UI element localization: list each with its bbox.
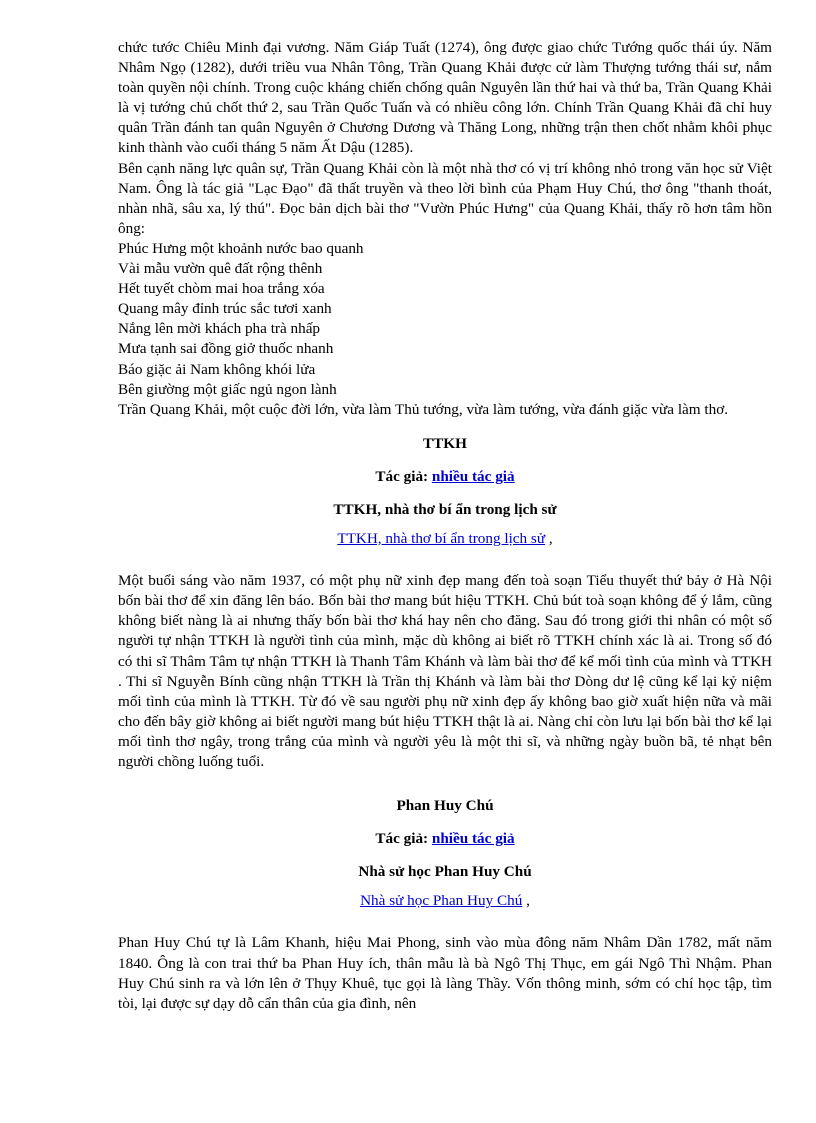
paragraph-phan-huy-chu-body: Phan Huy Chú tự là Lâm Khanh, hiệu Mai Phong, sinh vào mùa đông năm Nhâm Dần 1782, mất năm 1840. Ông là con trai thứ ba Phan Huy ích, thân mẫu là bà Ngô Thị Thục, em gái Ngô Thì Nhậm. Phan Huy Chú sinh ra và lớn lên ở Thụy Khuê, tục gọi là làng Thầy. Vốn thông minh, sớm có chí học tập, tìm tòi, lại được sự dạy dỗ cẩn thân của gia đình, nên bbox=[118, 934, 772, 1012]
paragraph-tran-quang-khai-poet: Bên cạnh năng lực quân sự, Trần Quang Khải còn là một nhà thơ có vị trí không nhỏ trong văn học sử Việt Nam. Ông là tác giả "Lạc Đạo" đã thất truyền và theo lời bình của Phạm Huy Chú, thơ ông "thanh thoát, nhàn nhã, sâu xa, lý thú". Đọc bản dịch bài thơ "Vườn Phúc Hưng" của Quang Khải, thấy rõ hơn tâm hồn ông: bbox=[118, 159, 772, 237]
author-label: Tác giả: bbox=[375, 467, 429, 485]
author-link[interactable]: nhiều tác giả bbox=[431, 830, 515, 848]
article-link-line-phan-huy-chu bbox=[118, 891, 772, 911]
poem-line: Hết tuyết chòm mai hoa trắng xóa bbox=[118, 280, 325, 298]
article-link[interactable]: Nhà sử học Phan Huy Chú bbox=[360, 892, 523, 910]
author-line-ttkh bbox=[118, 467, 772, 487]
poem-line: Vài mẫu vườn quê đất rộng thênh bbox=[118, 260, 323, 278]
poem-line: Bên giường một giấc ngủ ngon lành bbox=[118, 380, 337, 398]
article-link-line-ttkh bbox=[118, 529, 772, 549]
poem-line: Phúc Hưng một khoảnh nước bao quanh bbox=[118, 239, 364, 257]
poem-line: Quang mây đỉnh trúc sắc tươi xanh bbox=[118, 300, 332, 318]
section-heading-phan-huy-chu: Phan Huy Chú bbox=[396, 797, 494, 815]
link-suffix: , bbox=[522, 892, 530, 910]
author-label: Tác giả: bbox=[375, 830, 429, 848]
author-line-phan-huy-chu bbox=[118, 829, 772, 849]
document-page bbox=[118, 38, 772, 1014]
poem-vuon-phuc-hung bbox=[118, 239, 772, 400]
article-subtitle-phan-huy-chu: Nhà sử học Phan Huy Chú bbox=[358, 863, 532, 881]
paragraph-tran-quang-khai-career: chức tước Chiêu Minh đại vương. Năm Giáp Tuất (1274), ông được giao chức Tướng quốc thái úy. Năm Nhâm Ngọ (1282), dưới triều vua Nhân Tông, Trần Quang Khải được cử làm Thượng tướng thái sư, nắm toàn quyền nội chính. Trong cuộc kháng chiến chống quân Nguyên lần thứ hai và thứ ba, Trần Quang Khải là vị tướng chủ chốt thứ 2, sau Trần Quốc Tuấn và có nhiều công lớn. Chính Trần Quang Khải đã chỉ huy quân Trần đánh tan quân Nguyên ở Chương Dương và Thăng Long, những trận then chốt nhằm khôi phục kinh thành vào cuối tháng 5 năm Ất Dậu (1285). bbox=[118, 39, 772, 157]
article-link[interactable]: TTKH, nhà thơ bí ẩn trong lịch sử bbox=[337, 530, 546, 548]
poem-line: Nắng lên mời khách pha trà nhấp bbox=[118, 320, 321, 338]
poem-line: Báo giặc ải Nam không khói lửa bbox=[118, 360, 316, 378]
paragraph-ttkh-body: Một buổi sáng vào năm 1937, có một phụ nữ xinh đẹp mang đến toà soạn Tiểu thuyết thứ bảy ở Hà Nội bốn bài thơ để xin đăng lên báo. Bốn bài thơ mang bút hiệu TTKH. Chủ bút toà soạn không để ý lắm, cũng không biết nàng là ai nhưng thấy bốn bài thơ khá hay nên cho đăng. Sau đó trong giới thi nhân có một số người tự nhận TTKH là người tình của mình, mặc dù không ai biết rõ TTKH chính xác là ai. Trong số đó có thi sĩ Thâm Tâm tự nhận TTKH là Thanh Tâm Khánh và làm bài thơ để kể mối tình của mình và TTKH . Thi sĩ Nguyễn Bính cũng nhận TTKH là Trần thị Khánh và làm bài thơ Dòng dư lệ cũng kể lại kỷ niệm mối tình của mình là TTKH. Từ đó về sau người phụ nữ xinh đẹp ấy không bao giờ xuất hiện nữa và mãi cho đến bây giờ không ai biết người mang bút hiệu TTKH thật là ai. Nàng chỉ còn lưu lại bốn bài thơ kể lại mối tình thơ ngây, trong trắng của mình và người yêu là một thi sĩ, và những ngày buồn bã, tẻ nhạt bên người chồng luống tuổi. bbox=[118, 572, 772, 770]
article-subtitle-ttkh: TTKH, nhà thơ bí ẩn trong lịch sử bbox=[333, 500, 557, 518]
paragraph-tran-quang-khai-summary: Trần Quang Khải, một cuộc đời lớn, vừa làm Thủ tướng, vừa làm tướng, vừa đánh giặc vừa làm thơ. bbox=[118, 400, 729, 418]
section-heading-ttkh: TTKH bbox=[423, 434, 467, 452]
author-link[interactable]: nhiều tác giả bbox=[431, 467, 515, 485]
poem-line: Mưa tạnh sai đồng giở thuốc nhanh bbox=[118, 340, 334, 358]
link-suffix: , bbox=[545, 530, 553, 548]
